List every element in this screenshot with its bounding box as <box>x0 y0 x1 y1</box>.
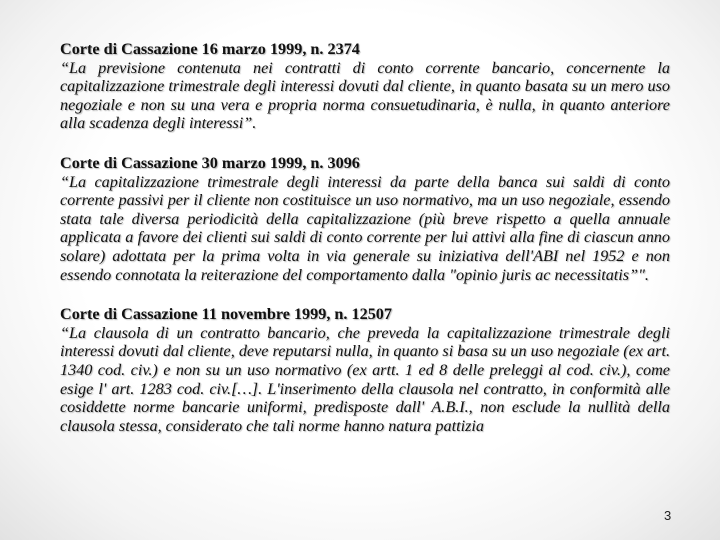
case-entry <box>60 40 670 133</box>
case-quote: “La clausola di un contratto bancario, che preveda la capitalizzazione trimestrale degli interessi dovuti dal cliente, deve reputarsi nulla, in quanto si basa su un uso negoziale (ex art. 1340 cod. civ.) e non su un uso normativo (ex artt. 1 ed 8 delle preleggi al cod. civ.), come esige l' art. 1283 cod. civ.[…]. L'inserimento della clausola nel contratto, in conformità alle cosiddette norme bancarie uniformi, predisposte dall' A.B.I., non esclude la nullità della clausola stessa, considerato che tali norme hanno natura pattizia <box>60 323 670 435</box>
case-entry <box>60 154 670 284</box>
case-title: Corte di Cassazione 16 marzo 1999, n. 2374 <box>60 40 360 58</box>
case-list <box>60 40 670 456</box>
case-title: Corte di Cassazione 11 novembre 1999, n. 12507 <box>60 305 392 324</box>
case-quote: “La capitalizzazione trimestrale degli interessi da parte della banca sui saldi di conto corrente passivi per il cliente non costituisce un uso normativo, ma un uso negoziale, essendo stata tale diversa periodicità della capitalizzazione (più breve rispetto a quella annuale applicata a favore dei clienti sui saldi di conto corrente per lui attivi alla fine di ciascun anno solare) adottata per la prima volta in via generale su iniziativa dell'ABI nel 1952 e non essendo connotata la reiterazione del comportamento dalla "opinio juris ac necessitatis”". <box>60 172 670 284</box>
case-title: Corte di Cassazione 30 marzo 1999, n. 3096 <box>60 153 360 172</box>
case-quote: “La previsione contenuta nei contratti di conto corrente bancario, concernente la capitalizzazione trimestrale degli interessi dovuti dal cliente, in quanto basata su un mero uso negoziale e non su una vera e propria norma consuetudinaria, è nulla, in quanto anteriore alla scadenza degli interessi”. <box>60 58 670 133</box>
page-number: 3 <box>664 508 672 523</box>
case-entry <box>60 305 670 435</box>
